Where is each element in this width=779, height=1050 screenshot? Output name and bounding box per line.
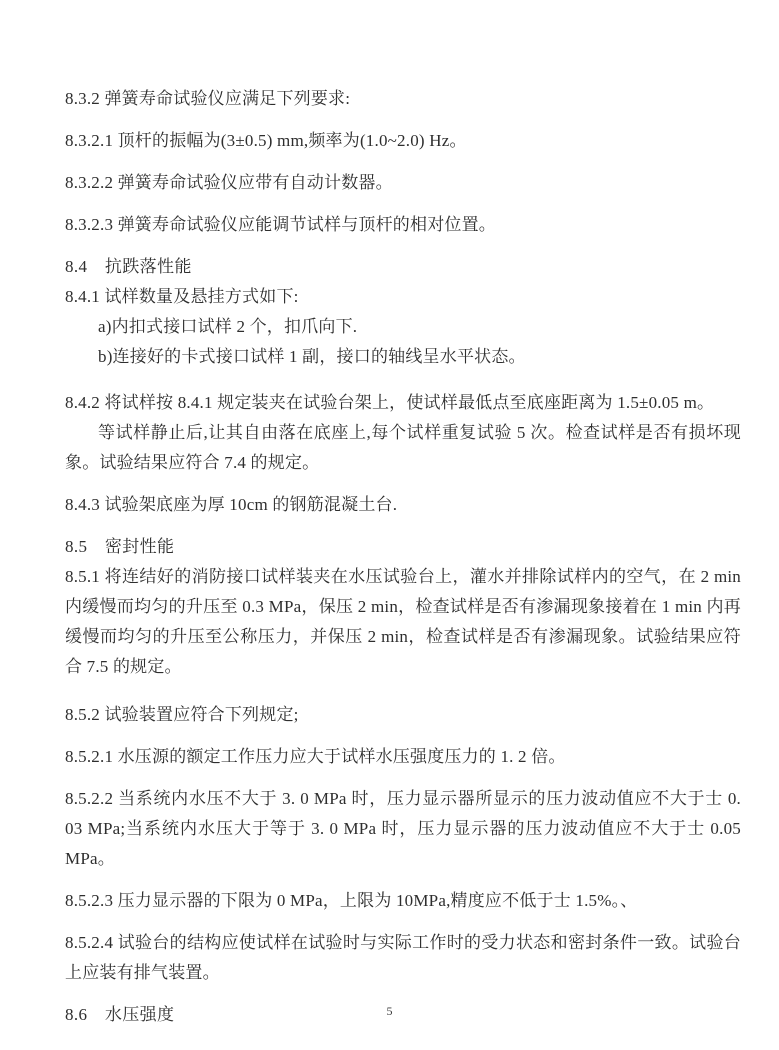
list-item-b: b)连接好的卡式接口试样 1 副，接口的轴线呈水平状态。	[98, 347, 526, 366]
section-heading-8-5: 8.5 密封性能	[65, 537, 175, 556]
clause-8-4-1: 8.4.1 试样数量及悬挂方式如下:	[65, 287, 299, 306]
clause-8-3-2: 8.3.2 弹簧寿命试验仪应满足下列要求:	[65, 89, 351, 108]
clause-8-3-2-3: 8.3.2.3 弹簧寿命试验仪应能调节试样与顶杆的相对位置。	[65, 215, 496, 234]
page-number: 5	[386, 1004, 393, 1018]
clause-8-5-2-1: 8.5.2.1 水压源的额定工作压力应大于试样水压强度压力的 1. 2 倍。	[65, 747, 566, 766]
clause-8-4-3: 8.4.3 试验架底座为厚 10cm 的钢筋混凝土台.	[65, 495, 398, 514]
document-body	[65, 84, 741, 1042]
clause-8-5-2-4: 8.5.2.4 试验台的结构应使试样在试验时与实际工作时的受力状态和密封条件一致。试验台上应装有排气装置。	[65, 933, 741, 982]
clause-8-5-2-2: 8.5.2.2 当系统内水压不大于 3. 0 MPa 时，压力显示器所显示的压力波动值应不大于士 0. 03 MPa;当系统内水压大于等于 3. 0 MPa 时，压力显示器的压力波动值应不大于士 0.05 MPa。	[65, 789, 741, 868]
clause-8-3-2-2: 8.3.2.2 弹簧寿命试验仪应带有自动计数器。	[65, 173, 393, 192]
list-item-a: a)内扣式接口试样 2 个，扣爪向下.	[98, 317, 358, 336]
clause-8-3-2-1: 8.3.2.1 顶杆的振幅为(3±0.5) mm,频率为(1.0~2.0) Hz。	[65, 131, 467, 150]
clause-8-5-2-3: 8.5.2.3 压力显示器的下限为 0 MPa，上限为 10MPa,精度应不低于士 1.5%。、	[65, 891, 638, 910]
section-heading-8-4: 8.4 抗跌落性能	[65, 257, 192, 276]
clause-8-4-2: 8.4.2 将试样按 8.4.1 规定装夹在试验台架上，使试样最低点至底座距离为 1.5±0.05 m。	[65, 393, 715, 412]
clause-8-5-2: 8.5.2 试验装置应符合下列规定;	[65, 705, 299, 724]
section-heading-8-6: 8.6 水压强度	[65, 1005, 175, 1024]
clause-8-5-1: 8.5.1 将连结好的消防接口试样装夹在水压试验台上，灌水并排除试样内的空气，在 2 min 内缓慢而均匀的升压至 0.3 MPa，保压 2 min，检查试样是否有渗漏现象接着在 1 min 内再缓慢而均匀的升压至公称压力，并保压 2 min，检查试样是否有渗漏现象。试验结果应符合 7.5 的规定。	[65, 567, 741, 676]
clause-8-4-2-continuation: 等试样静止后,让其自由落在底座上,每个试样重复试验 5 次。检查试样是否有损坏现象。试验结果应符合 7.4 的规定。	[65, 423, 741, 472]
